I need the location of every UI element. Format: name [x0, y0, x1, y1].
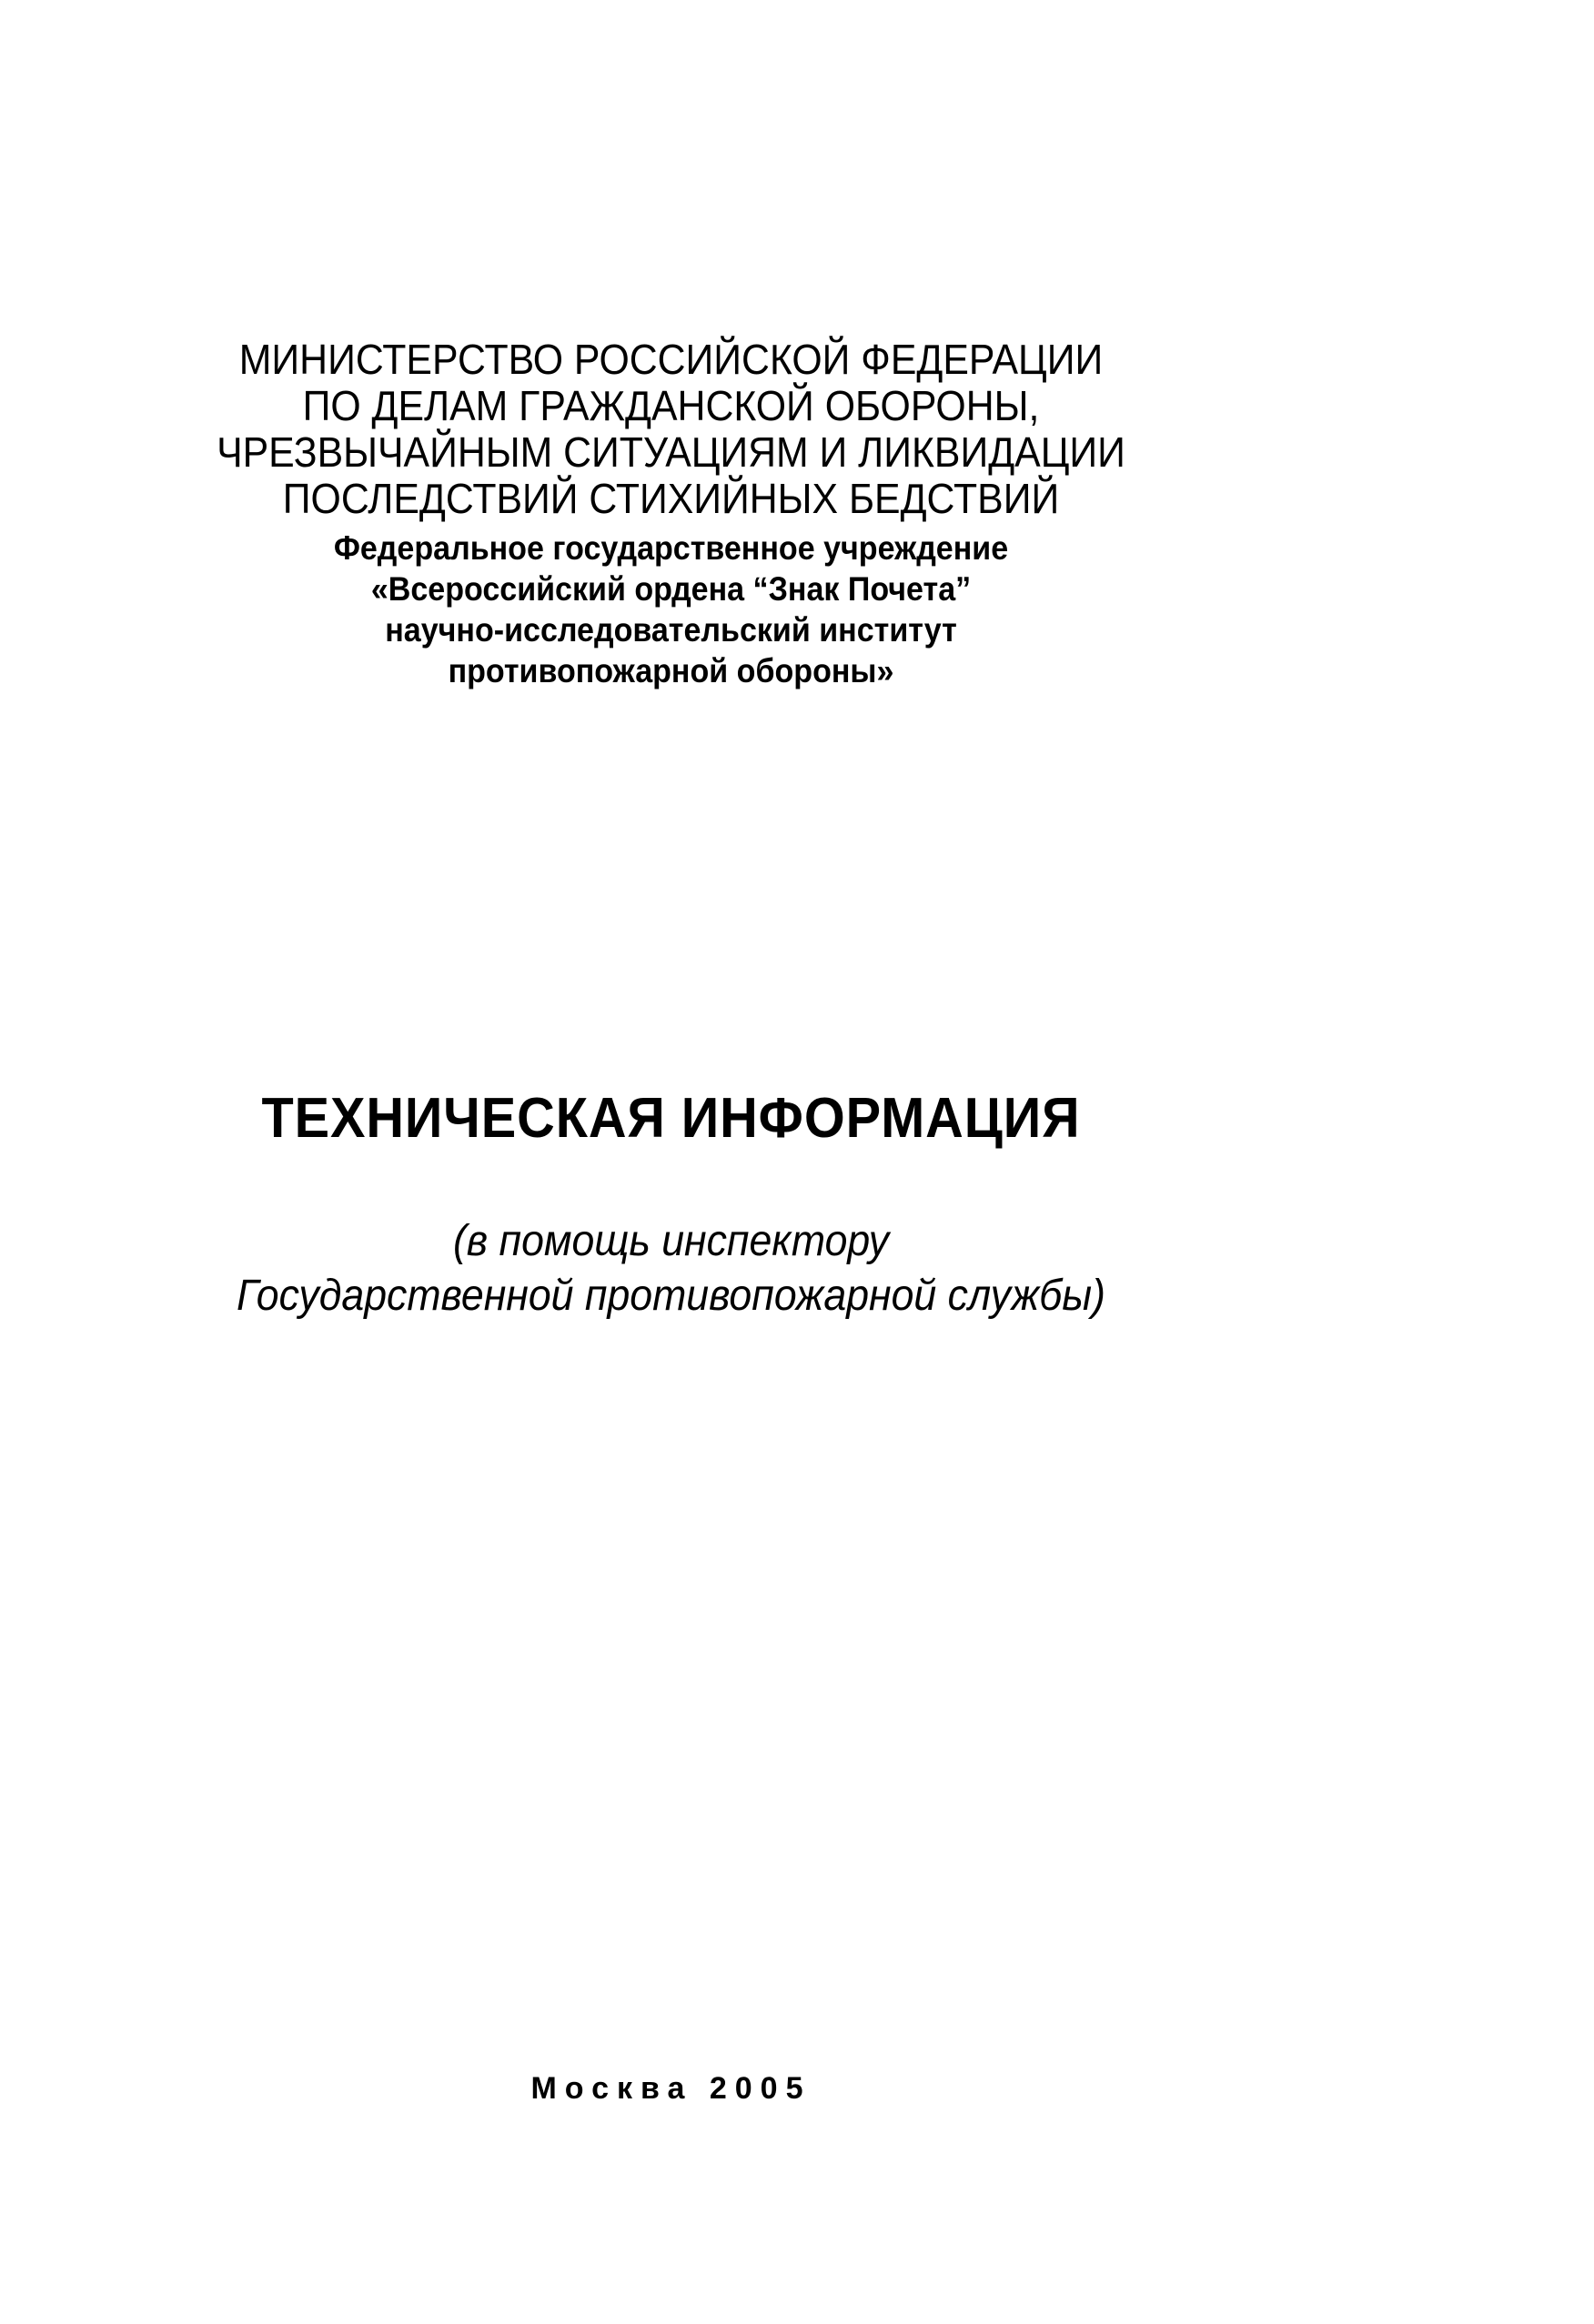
institution-line: научно-исследовательский институт — [385, 611, 957, 649]
imprint — [0, 2070, 1342, 2107]
subtitle-line: (в помощь инспектору — [452, 1217, 890, 1265]
document-subtitle — [47, 1214, 1296, 1323]
institution-line: противопожарной обороны» — [448, 652, 894, 689]
imprint-text: Москва 2005 — [530, 2071, 812, 2106]
subtitle-line: Государственной противопожарной службы) — [236, 1272, 1106, 1320]
ministry-name — [47, 337, 1296, 522]
ministry-line: МИНИСТЕРСТВО РОССИЙСКОЙ ФЕДЕРАЦИИ — [238, 336, 1104, 383]
institution-line: «Всероссийский ордена “Знак Почета” — [370, 570, 972, 608]
ministry-line: ЧРЕЗВЫЧАЙНЫМ СИТУАЦИЯМ И ЛИКВИДАЦИИ — [217, 428, 1125, 476]
institution-name — [54, 528, 1288, 691]
ministry-line: ПОСЛЕДСТВИЙ СТИХИЙНЫХ БЕДСТВИЙ — [282, 475, 1060, 522]
document-title — [47, 1087, 1296, 1151]
institution-line: Федеральное государственное учреждение — [333, 529, 1009, 567]
document-title-text: ТЕХНИЧЕСКАЯ ИНФОРМАЦИЯ — [261, 1087, 1081, 1150]
ministry-line: ПО ДЕЛАМ ГРАЖДАНСКОЙ ОБОРОНЫ, — [302, 382, 1040, 429]
